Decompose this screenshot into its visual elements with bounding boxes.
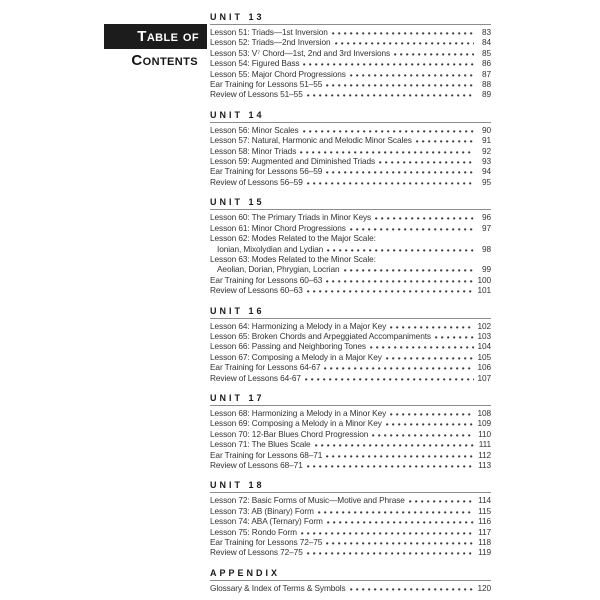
toc-entry [210,321,491,331]
toc-section [210,306,491,383]
dot-leader [326,166,474,174]
entry-label: Lesson 60: The Primary Triads in Minor Keys [210,212,372,223]
entry-label: Glossary & Index of Terms & Symbols [210,582,346,593]
dot-leader [315,439,474,447]
dot-leader [303,58,474,66]
entry-label: Lesson 53: V⁷ Chord—1st, 2nd and 3rd Inversions [210,47,391,58]
page-number: 95 [481,176,491,187]
entry-label: Aeolian, Dorian, Phrygian, Locrian [217,264,340,275]
unit-heading: UNIT 13 [210,12,491,25]
unit-heading: UNIT 16 [210,306,491,319]
entry-label: Ear Training for Lessons 64-67 [210,362,321,373]
entry-label: Ear Training for Lessons 51–55 [210,79,323,90]
entry-label: Ear Training for Lessons 56–59 [210,166,323,177]
entry-label: Lesson 58: Minor Triads [210,145,297,156]
entry-label: Review of Lessons 64-67 [210,372,301,383]
dot-leader [324,362,474,370]
entry-label: Lesson 70: 12-Bar Blues Chord Progression [210,428,369,439]
page-number: 103 [477,330,491,341]
toc-section [210,197,491,295]
page-title-block [104,24,207,69]
page-number: 104 [477,341,491,352]
toc-entry [210,79,491,89]
page-number: 87 [481,68,491,79]
dot-leader [370,341,474,349]
toc-entry [210,439,491,449]
page-number: 91 [481,135,491,146]
page-number: 120 [477,582,491,593]
entry-label: Review of Lessons 72–75 [210,547,303,558]
toc-entry [210,177,491,187]
dot-leader [327,516,474,524]
toc-entry [210,506,491,516]
page-number: 110 [478,428,491,439]
toc-entry [210,135,491,145]
dot-leader [394,48,474,56]
toc [210,12,491,593]
dot-leader [326,275,474,283]
dot-leader [326,79,474,87]
toc-entry [210,583,491,593]
page-number: 90 [481,124,491,135]
page-number: 107 [477,372,491,383]
toc-entry [210,285,491,295]
toc-entry [210,331,491,341]
toc-entry [210,408,491,418]
toc-entry [210,58,491,68]
page-number: 88 [481,79,491,90]
toc-section [210,110,491,187]
toc-entry [210,69,491,79]
dot-leader [332,27,474,35]
entry-label: Lesson 55: Major Chord Progressions [210,68,346,79]
toc-entry [210,264,491,274]
toc-entry [210,48,491,58]
toc-entry [210,450,491,460]
toc-entry [210,418,491,428]
entry-label: Lesson 62: Modes Related to the Major Scale: [210,233,376,244]
page-number: 96 [481,212,491,223]
dot-leader [386,418,474,426]
entry-label: Lesson 57: Natural, Harmonic and Melodic Minor Scales [210,135,412,146]
toc-entry [210,527,491,537]
dot-leader [390,321,474,329]
entry-label: Lesson 51: Triads—1st Inversion [210,27,328,37]
entry-label: Lesson 66: Passing and Neighboring Tones [210,341,366,352]
dot-leader [327,244,474,252]
dot-leader [307,460,474,468]
entry-label: Review of Lessons 56–59 [210,176,303,187]
entry-label: Review of Lessons 60–63 [210,285,303,296]
entry-label: Lesson 74: ABA (Ternary) Form [210,516,323,527]
toc-entry [210,244,491,254]
toc-section [210,480,491,557]
page-number: 108 [477,407,491,418]
page-number: 118 [478,537,491,548]
unit-heading: UNIT 14 [210,110,491,123]
toc-entry [210,516,491,526]
page-title-box [104,24,207,49]
dot-leader [307,89,474,97]
dot-leader [409,495,474,503]
dot-leader [350,69,474,77]
unit-heading: UNIT 15 [210,197,491,210]
entry-label: Ionian, Mixolydian and Lydian [217,243,324,254]
toc-entry [210,125,491,135]
entry-label: Lesson 64: Harmonizing a Melody in a Major Key [210,320,387,331]
dot-leader [435,331,474,339]
toc-entry [210,37,491,47]
page-number: 102 [477,320,491,331]
entry-label: Lesson 69: Composing a Melody in a Minor Key [210,418,382,429]
dot-leader [307,285,474,293]
page-number: 101 [477,285,491,296]
page-number: 92 [481,145,491,156]
page-number: 86 [481,58,491,69]
page-number: 100 [477,274,491,285]
entry-label: Lesson 61: Minor Chord Progressions [210,222,346,233]
entry-label: Ear Training for Lessons 68–71 [210,449,323,460]
toc-entry [210,460,491,470]
entry-label: Review of Lessons 51–55 [210,89,303,100]
dot-leader [305,373,474,381]
toc-entry [210,27,491,37]
page-number: 94 [481,166,491,177]
toc-entry [210,254,491,264]
dot-leader [350,583,474,591]
entry-label: Ear Training for Lessons 72–75 [210,537,323,548]
entry-label: Lesson 59: Augmented and Diminished Triads [210,156,376,167]
dot-leader [307,177,474,185]
dot-leader [390,408,474,416]
entry-label: Ear Training for Lessons 60–63 [210,274,323,285]
toc-section [210,393,491,470]
dot-leader [303,125,474,133]
page-number: 97 [481,222,491,233]
dot-leader [307,547,474,555]
entry-label: Lesson 52: Triads—2nd Inversion [210,37,331,48]
entry-label: Lesson 63: Modes Related to the Minor Scale: [210,253,376,264]
page-number: 98 [481,243,491,254]
toc-entry [210,362,491,372]
dot-leader [300,146,474,154]
entry-label: Lesson 71: The Blues Scale [210,439,311,450]
dot-leader [416,135,474,143]
page-number: 109 [477,418,491,429]
page-number: 85 [481,47,491,58]
toc-section [210,12,491,100]
toc-entry [210,212,491,222]
page-number: 112 [478,449,491,460]
dot-leader [386,352,474,360]
toc-entry [210,146,491,156]
page-number: 117 [478,526,491,537]
page-number: 93 [481,156,491,167]
dot-leader [372,429,474,437]
toc-entry [210,156,491,166]
entry-label: Lesson 75: Rondo Form [210,526,297,537]
toc-entry [210,537,491,547]
page-number: 116 [478,516,491,527]
unit-heading: UNIT 17 [210,393,491,406]
entry-label: Lesson 68: Harmonizing a Melody in a Minor Key [210,407,387,418]
page-number: 113 [478,460,491,470]
unit-heading: APPENDIX [210,568,491,581]
dot-leader [350,223,474,231]
page-number: 119 [478,547,491,558]
entry-label: Lesson 56: Minor Scales [210,124,299,135]
page-number: 115 [478,505,491,516]
entry-label: Review of Lessons 68–71 [210,460,303,470]
dot-leader [375,212,474,220]
unit-heading: UNIT 18 [210,480,491,493]
dot-leader [301,527,474,535]
page-number: 106 [477,362,491,373]
entry-label: Lesson 65: Broken Chords and Arpeggiated Accompaniments [210,330,431,341]
toc-entry [210,223,491,233]
toc-entry [210,341,491,351]
dot-leader [344,264,474,272]
page-title-line1: Table of [137,28,199,45]
page-title-line2: Contents [131,52,198,69]
toc-entry [210,495,491,505]
toc-entry [210,275,491,285]
page-number: 99 [481,264,491,275]
dot-leader [326,450,474,458]
toc-entry [210,547,491,557]
dot-leader [318,506,474,514]
page-number: 114 [478,495,491,506]
page-number: 105 [477,351,491,362]
entry-label: Lesson 73: AB (Binary) Form [210,505,314,516]
page-number: 111 [478,439,491,450]
toc-entry [210,429,491,439]
dot-leader [326,537,474,545]
entry-label: Lesson 72: Basic Forms of Music—Motive and Phrase [210,495,405,506]
page-number: 89 [481,89,491,100]
toc-entry [210,166,491,176]
toc-entry [210,352,491,362]
entry-label: Lesson 67: Composing a Melody in a Major Key [210,351,382,362]
toc-entry [210,89,491,99]
toc-entry [210,373,491,383]
dot-leader [379,156,474,164]
toc-entry [210,233,491,243]
toc-section [210,568,491,593]
page-number: 84 [481,37,491,48]
entry-label: Lesson 54: Figured Bass [210,58,300,69]
page-number: 83 [481,27,491,37]
dot-leader [335,37,474,45]
